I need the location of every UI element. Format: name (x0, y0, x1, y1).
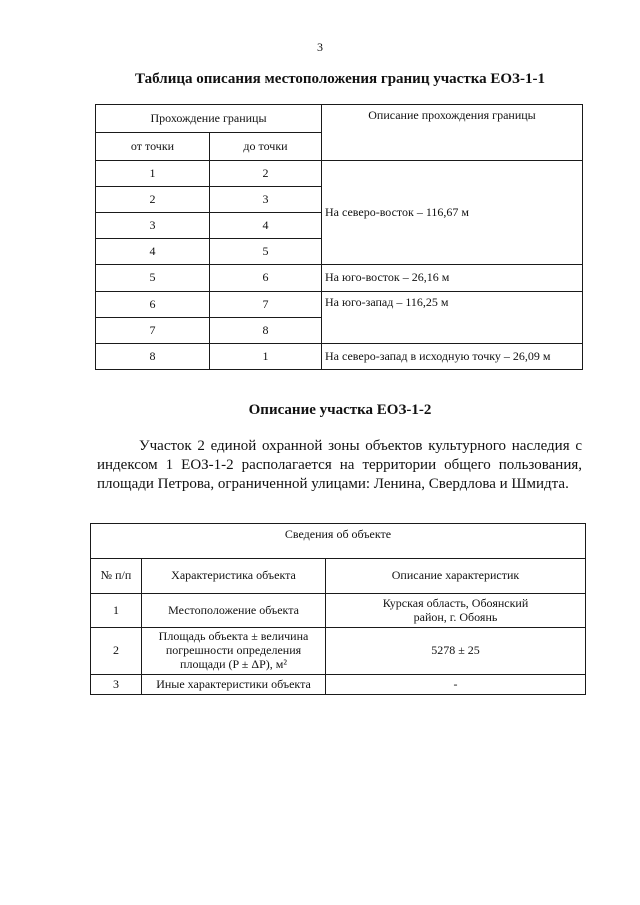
row-to: 4 (210, 213, 322, 239)
header-description: Описание прохождения границы (322, 105, 583, 161)
row-characteristic: Местоположение объекта (142, 594, 326, 628)
row-description: Курская область, Обоянский район, г. Обоянь (326, 594, 586, 628)
object-info-caption: Сведения об объекте (91, 524, 586, 559)
row-from: 6 (96, 292, 210, 318)
row-num: 1 (91, 594, 142, 628)
row-description: На юго-запад – 116,25 м (322, 292, 583, 344)
row-characteristic: Площадь объекта ± величина погрешности определения площади (P ± ΔP), м² (142, 628, 326, 675)
row-from: 4 (96, 239, 210, 265)
row-description: На северо-восток – 116,67 м (322, 161, 583, 265)
row-to: 7 (210, 292, 322, 318)
row-description: - (326, 675, 586, 695)
header-characteristic: Характеристика объекта (142, 559, 326, 594)
header-description: Описание характеристик (326, 559, 586, 594)
row-num: 2 (91, 628, 142, 675)
row-from: 3 (96, 213, 210, 239)
row-from: 8 (96, 344, 210, 370)
row-to: 8 (210, 318, 322, 344)
header-passage: Прохождение границы (96, 105, 322, 133)
row-from: 7 (96, 318, 210, 344)
row-num: 3 (91, 675, 142, 695)
boundary-table (95, 104, 583, 370)
row-to: 3 (210, 187, 322, 213)
section2-paragraph: Участок 2 единой охранной зоны объектов культурного наследия с индексом 1 ЕОЗ-1-2 располагается на территории общего пользования, площади Петрова, ограниченной улицами: Ленина, Свердлова и Шмидта. (97, 438, 582, 492)
row-description: На юго-восток – 26,16 м (322, 265, 583, 292)
header-num: № п/п (91, 559, 142, 594)
row-characteristic: Иные характеристики объекта (142, 675, 326, 695)
header-from: от точки (96, 133, 210, 161)
section2-title: Описание участка ЕОЗ-1-2 (248, 402, 432, 418)
row-to: 1 (210, 344, 322, 370)
row-to: 6 (210, 265, 322, 292)
table1-title: Таблица описания местоположения границ участка ЕОЗ-1-1 (135, 71, 545, 87)
header-to: до точки (210, 133, 322, 161)
object-info-table (90, 523, 586, 695)
page-number: 3 (317, 40, 323, 54)
row-from: 2 (96, 187, 210, 213)
row-from: 5 (96, 265, 210, 292)
row-description: 5278 ± 25 (326, 628, 586, 675)
row-from: 1 (96, 161, 210, 187)
row-to: 5 (210, 239, 322, 265)
row-to: 2 (210, 161, 322, 187)
row-description: На северо-запад в исходную точку – 26,09 м (322, 344, 583, 370)
